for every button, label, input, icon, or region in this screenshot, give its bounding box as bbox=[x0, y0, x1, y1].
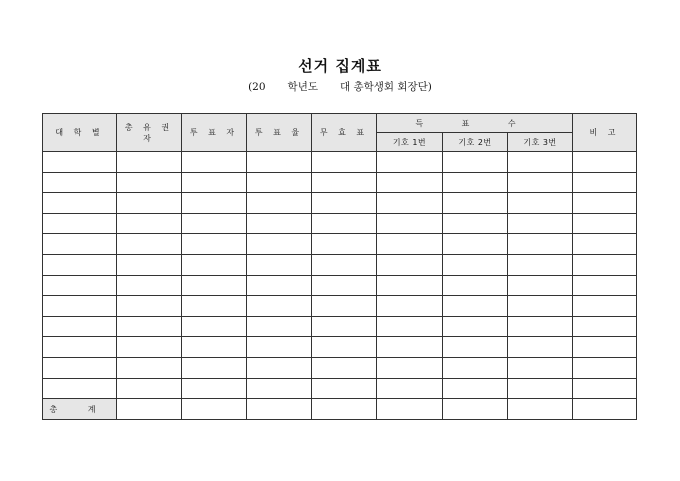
table-cell bbox=[247, 337, 312, 358]
header-turnout: 투 표 율 bbox=[247, 114, 312, 152]
total-cell bbox=[508, 399, 573, 420]
table-cell bbox=[573, 316, 637, 337]
table-cell bbox=[247, 296, 312, 317]
table-cell bbox=[43, 172, 117, 193]
table-cell bbox=[247, 357, 312, 378]
subtitle-open: (20 bbox=[248, 81, 266, 93]
table-cell bbox=[377, 172, 443, 193]
table-cell bbox=[182, 296, 247, 317]
header-candidate-1: 기호 1번 bbox=[377, 133, 443, 152]
header-voters: 투 표 자 bbox=[182, 114, 247, 152]
header-vote-count: 득 표 수 bbox=[377, 114, 573, 133]
table-cell bbox=[247, 152, 312, 173]
header-candidate-3: 기호 3번 bbox=[508, 133, 573, 152]
table-cell bbox=[508, 234, 573, 255]
table-cell bbox=[182, 172, 247, 193]
table-cell bbox=[182, 213, 247, 234]
table-cell bbox=[312, 193, 377, 214]
table-cell bbox=[377, 316, 443, 337]
table-cell bbox=[508, 357, 573, 378]
header-candidate-2: 기호 2번 bbox=[443, 133, 508, 152]
table-cell bbox=[508, 337, 573, 358]
table-cell bbox=[182, 193, 247, 214]
subtitle-council: 대 총학생회 회장단) bbox=[339, 81, 432, 93]
document-subtitle bbox=[0, 79, 680, 94]
table-cell bbox=[377, 234, 443, 255]
table-cell bbox=[573, 254, 637, 275]
total-cell bbox=[247, 399, 312, 420]
table-cell bbox=[117, 316, 182, 337]
table-cell bbox=[377, 213, 443, 234]
table-cell bbox=[508, 296, 573, 317]
table-row bbox=[43, 316, 637, 337]
table-cell bbox=[443, 275, 508, 296]
table-cell bbox=[443, 193, 508, 214]
total-cell bbox=[573, 399, 637, 420]
table-row bbox=[43, 152, 637, 173]
table-cell bbox=[117, 152, 182, 173]
table-row bbox=[43, 193, 637, 214]
table-cell bbox=[182, 152, 247, 173]
table-cell bbox=[312, 316, 377, 337]
table-row bbox=[43, 337, 637, 358]
table-cell bbox=[508, 316, 573, 337]
table-cell bbox=[377, 193, 443, 214]
table-cell bbox=[117, 337, 182, 358]
table-row bbox=[43, 296, 637, 317]
table-cell bbox=[573, 234, 637, 255]
total-cell bbox=[377, 399, 443, 420]
table-cell bbox=[443, 254, 508, 275]
table-cell bbox=[377, 337, 443, 358]
table-cell bbox=[43, 152, 117, 173]
subtitle-year-label: 학년도 bbox=[287, 81, 318, 93]
header-eligible-voters: 총 유 권 자 bbox=[117, 114, 182, 152]
table-cell bbox=[377, 378, 443, 399]
table-cell bbox=[312, 254, 377, 275]
table-cell bbox=[117, 213, 182, 234]
table-cell bbox=[43, 357, 117, 378]
table-cell bbox=[508, 275, 573, 296]
table-cell bbox=[312, 172, 377, 193]
table-cell bbox=[312, 234, 377, 255]
table-cell bbox=[573, 378, 637, 399]
table-cell bbox=[443, 316, 508, 337]
table-cell bbox=[312, 213, 377, 234]
table-cell bbox=[117, 193, 182, 214]
table-row bbox=[43, 357, 637, 378]
table-cell bbox=[182, 357, 247, 378]
total-cell bbox=[117, 399, 182, 420]
table-cell bbox=[377, 296, 443, 317]
table-cell bbox=[117, 296, 182, 317]
table-cell bbox=[443, 357, 508, 378]
table-cell bbox=[43, 254, 117, 275]
table-cell bbox=[182, 254, 247, 275]
table-cell bbox=[443, 152, 508, 173]
table-cell bbox=[247, 193, 312, 214]
table-cell bbox=[443, 213, 508, 234]
table-cell bbox=[182, 337, 247, 358]
table-cell bbox=[43, 234, 117, 255]
table-cell bbox=[312, 337, 377, 358]
table-cell bbox=[247, 378, 312, 399]
table-cell bbox=[182, 234, 247, 255]
table-cell bbox=[247, 172, 312, 193]
table-row bbox=[43, 378, 637, 399]
table-cell bbox=[247, 316, 312, 337]
table-cell bbox=[443, 337, 508, 358]
table-cell bbox=[508, 193, 573, 214]
total-row bbox=[43, 399, 637, 420]
table-cell bbox=[573, 296, 637, 317]
table-cell bbox=[43, 296, 117, 317]
table-cell bbox=[508, 254, 573, 275]
table-cell bbox=[312, 275, 377, 296]
total-cell bbox=[443, 399, 508, 420]
table-cell bbox=[508, 152, 573, 173]
total-label: 총 계 bbox=[43, 399, 117, 420]
table-cell bbox=[443, 296, 508, 317]
table-cell bbox=[573, 357, 637, 378]
table-cell bbox=[117, 275, 182, 296]
table-cell bbox=[43, 193, 117, 214]
table-cell bbox=[247, 275, 312, 296]
table-row bbox=[43, 213, 637, 234]
table-cell bbox=[43, 337, 117, 358]
table-cell bbox=[43, 316, 117, 337]
table-cell bbox=[573, 172, 637, 193]
table-cell bbox=[573, 275, 637, 296]
table-row bbox=[43, 254, 637, 275]
table-cell bbox=[377, 254, 443, 275]
table-cell bbox=[117, 357, 182, 378]
table-cell bbox=[312, 296, 377, 317]
table-row bbox=[43, 275, 637, 296]
table-cell bbox=[247, 254, 312, 275]
header-invalid-votes: 무 효 표 bbox=[312, 114, 377, 152]
table-cell bbox=[247, 213, 312, 234]
table-body bbox=[43, 152, 637, 420]
table-cell bbox=[573, 152, 637, 173]
header-remarks: 비 고 bbox=[573, 114, 637, 152]
table-cell bbox=[312, 152, 377, 173]
table-cell bbox=[508, 378, 573, 399]
table-cell bbox=[573, 193, 637, 214]
table-cell bbox=[247, 234, 312, 255]
table-cell bbox=[443, 234, 508, 255]
table-cell bbox=[312, 378, 377, 399]
table-cell bbox=[117, 234, 182, 255]
table-cell bbox=[508, 213, 573, 234]
table-cell bbox=[573, 213, 637, 234]
table-cell bbox=[182, 275, 247, 296]
table-cell bbox=[443, 172, 508, 193]
table-cell bbox=[182, 316, 247, 337]
total-cell bbox=[182, 399, 247, 420]
total-cell bbox=[312, 399, 377, 420]
document-title: 선거 집계표 bbox=[298, 57, 382, 75]
table-cell bbox=[117, 254, 182, 275]
table-cell bbox=[443, 378, 508, 399]
table-row bbox=[43, 172, 637, 193]
table-cell bbox=[312, 357, 377, 378]
table-cell bbox=[377, 357, 443, 378]
header-college: 대 학 별 bbox=[43, 114, 117, 152]
table-cell bbox=[377, 275, 443, 296]
table-cell bbox=[43, 275, 117, 296]
tally-table bbox=[42, 113, 637, 420]
table-cell bbox=[43, 213, 117, 234]
table-cell bbox=[508, 172, 573, 193]
table-cell bbox=[573, 337, 637, 358]
table-cell bbox=[117, 378, 182, 399]
table-cell bbox=[117, 172, 182, 193]
table-cell bbox=[182, 378, 247, 399]
table-cell bbox=[43, 378, 117, 399]
table-cell bbox=[377, 152, 443, 173]
table-row bbox=[43, 234, 637, 255]
